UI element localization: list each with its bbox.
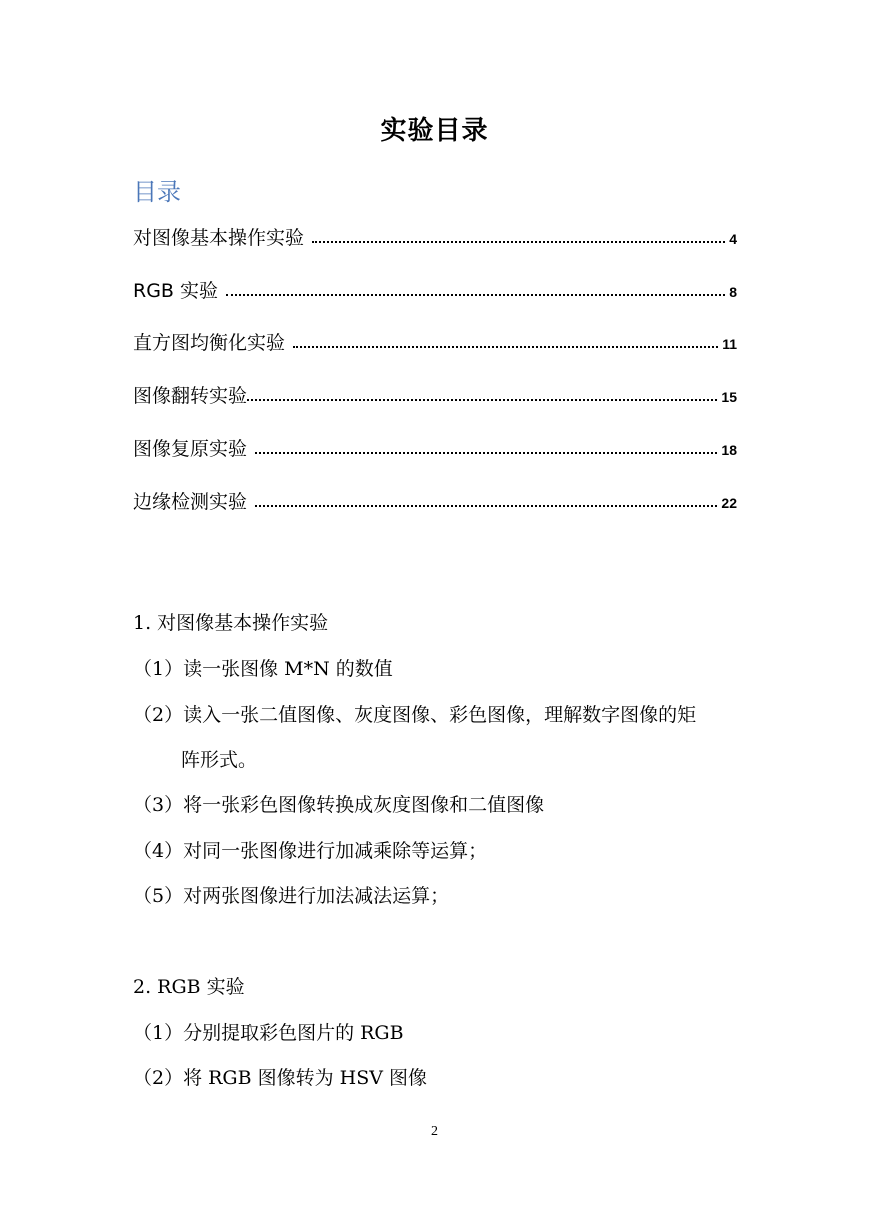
toc-entry[interactable] [133,222,737,250]
section-item: （4）对同一张图像进行加减乘除等运算； [133,840,488,862]
toc-entry-page: 8 [729,284,737,300]
toc-entry-label: 图像翻转实验 [133,385,248,407]
toc-entry-label: 对图像基本操作实验 [133,227,305,249]
toc-entry-label: 直方图均衡化实验 [133,332,286,354]
section-item: （5）对两张图像进行加法减法运算； [133,885,450,907]
toc-leader-dots [312,241,725,243]
toc-entry[interactable] [133,327,737,355]
toc-entry[interactable] [133,486,737,514]
page-title: 实验目录 [380,116,489,146]
toc-entry[interactable] [133,380,737,408]
toc-entry[interactable] [133,433,737,461]
section-item: （1）分别提取彩色图片的 RGB [133,1022,404,1044]
toc-heading: 目录 [133,178,181,206]
section-item: （3）将一张彩色图像转换成灰度图像和二值图像 [133,794,545,816]
section-item: （1）读一张图像 M*N 的数值 [133,658,393,680]
toc-leader-dots [226,294,725,296]
toc-entry[interactable] [133,275,737,303]
section-item: （2）将 RGB 图像转为 HSV 图像 [133,1067,427,1089]
toc-leader-dots [247,399,717,401]
section-item-continuation: 阵形式。 [181,749,258,771]
toc-entry-label: RGB 实验 [133,280,218,302]
toc-entry-label: 图像复原实验 [133,438,248,460]
toc-entry-label: 边缘检测实验 [133,491,248,513]
toc-entry-page: 11 [722,336,737,352]
toc-leader-dots [293,346,718,348]
page-number: 2 [431,1124,438,1139]
toc-leader-dots [255,505,717,507]
section-heading: 1. 对图像基本操作实验 [133,612,329,634]
section-heading: 2. RGB 实验 [133,976,245,998]
toc-entry-page: 4 [729,231,737,247]
toc-leader-dots [255,452,717,454]
section-item: （2）读入一张二值图像、灰度图像、彩色图像，理解数字图像的矩 [133,704,697,726]
toc-entry-page: 22 [721,495,737,511]
toc-entry-page: 18 [721,442,737,458]
toc-entry-page: 15 [721,389,737,405]
